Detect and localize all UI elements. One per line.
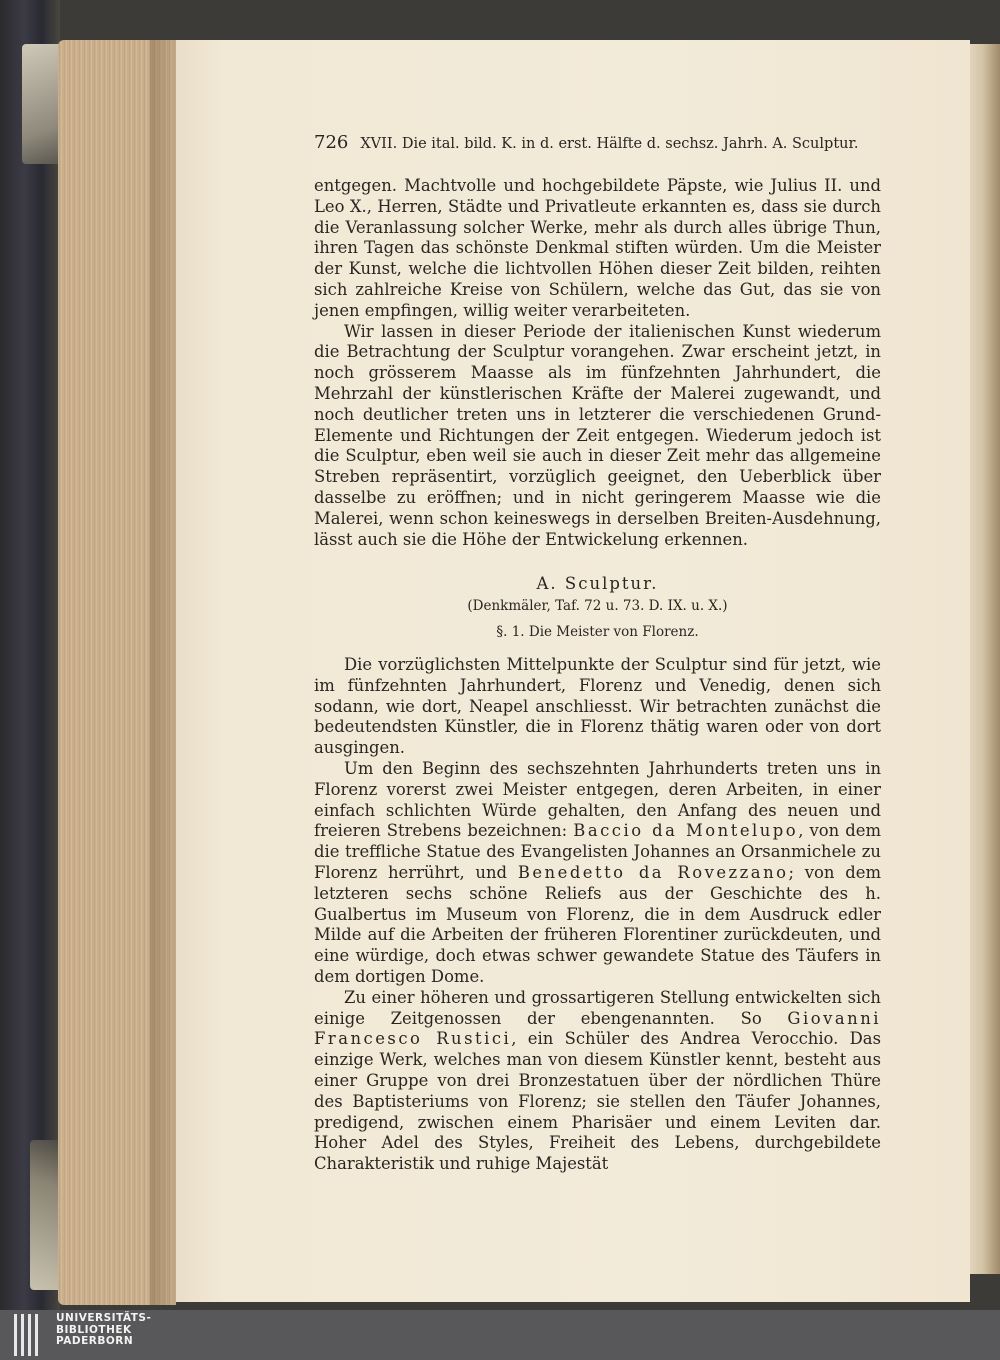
- library-logo-icon: [14, 1314, 48, 1358]
- paragraph-5: [314, 988, 881, 1175]
- running-title: XVII. Die ital. bild. K. in d. erst. Hälfte d. sechsz. Jahrh. A. Sculptur.: [360, 136, 859, 152]
- paragraph-2: Wir lassen in dieser Periode der italienischen Kunst wiederum die Betrachtung der Sculptur vorangehen. Zwar erscheint jetzt, in noch grösserem Maasse als im fünfzehnten Jahrhundert, die Mehrzahl der künstlerischen Kräfte der Malerei zugewandt, und noch deutlicher treten uns in letzterer die verschiedenen Grund-Elemente und Richtungen der Zeit entgegen. Wiederum jedoch ist die Sculptur, eben weil sie auch in dieser Zeit mehr das allgemeine Streben repräsentirt, vorzüglich geeignet, den Ueberblick über dasselbe zu eröffnen; und in nicht geringerem Maasse wie die Malerei, wenn schon keineswegs in derselben Breiten-Ausdehnung, lässt auch sie die Höhe der Entwickelung erkennen.: [314, 321, 881, 549]
- paragraph-1: entgegen. Machtvolle und hochgebildete Päpste, wie Julius II. und Leo X., Herren, Städte und Privatleute erkannten es, dass sie durch die Veranlassung solcher Werke, mehr als durch alles übrige Thun, ihren Tagen das schönste Denkmal stiften würden. Um die Meister der Kunst, welche die lichtvollen Höhen dieser Zeit bilden, reihten sich zahlreiche Kreise von Schülern, welche das Gut, das sie von jenen empfingen, willig weiter verarbeiteten.: [314, 176, 881, 320]
- intro-text: [314, 176, 881, 550]
- p5-text-1: Zu einer höheren und grossartigeren Stellung entwickelten sich einige Zeitgenossen der ebengenannten. So: [314, 987, 881, 1028]
- library-line-3: PADERBORN: [56, 1335, 134, 1347]
- section-title: A. Sculptur.: [536, 574, 659, 593]
- book-corner-top: [22, 44, 62, 164]
- artist-name-rustici: Giovanni Francesco Rustici: [314, 1008, 881, 1049]
- paragraph-3: Die vorzüglichsten Mittelpunkte der Sculptur sind für jetzt, wie im fünfzehnten Jahrhundert, Florenz und Venedig, denen sich sodann, wie dort, Neapel anschliesst. Wir betrachten zunächst die bedeutendsten Künstler, die in Florenz thätig waren oder von dort ausgingen.: [314, 655, 881, 758]
- section-reference: (Denkmäler, Taf. 72 u. 73. D. IX. u. X.): [467, 598, 728, 614]
- paragraph-heading: §. 1. Die Meister von Florenz.: [496, 624, 699, 640]
- page-number: 726: [314, 132, 349, 153]
- library-line-2: BIBLIOTHEK: [56, 1323, 132, 1336]
- facing-page-edge: [965, 44, 1000, 1274]
- p4-text-2: , von dem die treffliche Statue des Evangelisten Johannes an Orsanmichele zu Florenz herrührt, und: [314, 821, 882, 882]
- book-spine: [0, 0, 60, 1310]
- paragraph-4: [314, 759, 881, 988]
- artist-name-montelupo: Baccio da Montelupo: [573, 821, 799, 841]
- library-line-1: UNIVERSITÄTS-: [56, 1312, 152, 1324]
- p4-text-1: Um den Beginn des sechszehnten Jahrhunderts treten uns in Florenz vorerst zwei Meister entgegen, deren Arbeiten, in einer einfach schlichten Würde gehalten, den Anfang des neuen und freieren Strebens bezeichnen:: [314, 758, 881, 841]
- p5-text-2: , ein Schüler des Andrea Verocchio. Das einzige Werk, welches man von diesem Künstler kennt, besteht aus einer Gruppe von drei Bronzestatuen über der nördlichen Thüre des Baptisteriums von Florenz; sie stellen den Täufer Johannes, predigend, zwischen einem Pharisäer und einem Leviten dar. Hoher Adel des Styles, Freiheit des Lebens, durchgebildete Charakteristik und ruhige Majestät: [314, 1029, 881, 1174]
- section-text: [314, 655, 881, 1175]
- running-header: [314, 132, 884, 154]
- library-name: [56, 1313, 151, 1348]
- p4-text-3: ; von dem letzteren sechs schöne Reliefs aus der Geschichte des h. Gualbertus im Museum von Florenz, die in dem Ausdruck edler Milde auf die Arbeiten der früheren Florentiner zurückdeuten, und eine würdige, doch etwas schwer gewandete Statue des Täufers in dem dortigen Dome.: [314, 862, 881, 986]
- artist-name-rovezzano: Benedetto da Rovezzano: [517, 862, 789, 882]
